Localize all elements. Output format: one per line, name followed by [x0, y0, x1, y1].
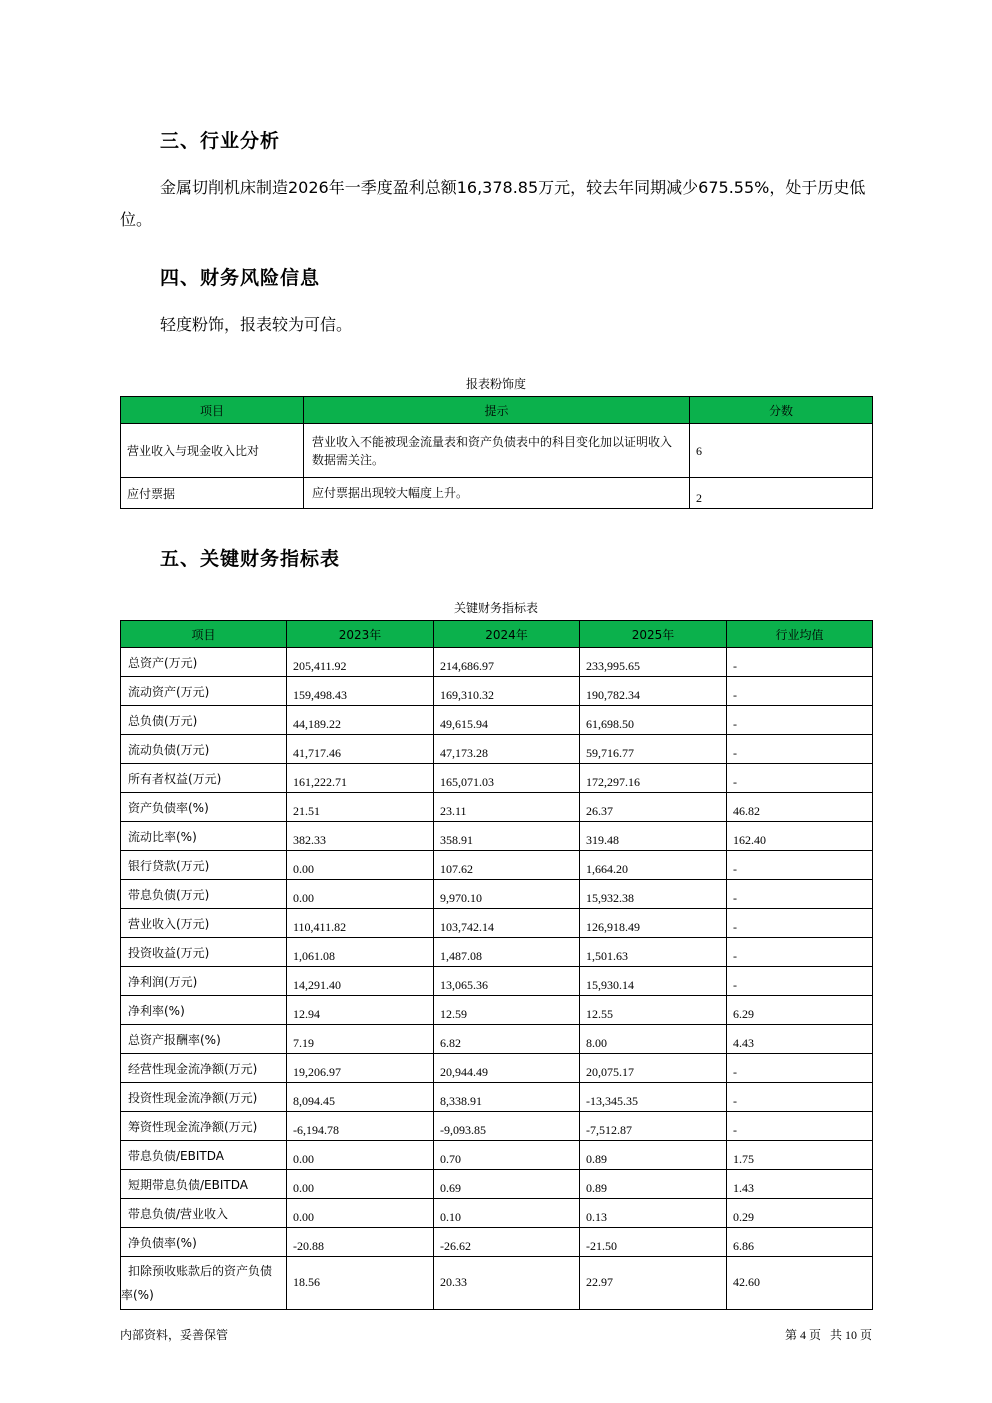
table-row: [121, 677, 873, 706]
table-row: [121, 764, 873, 793]
indicator-value: -: [727, 648, 873, 677]
indicator-label: 总负债(万元): [121, 706, 287, 735]
indicators-table-header: [121, 621, 873, 648]
indicator-value: 4.43: [727, 1025, 873, 1054]
indicator-label: 带息负债/营业收入: [121, 1199, 287, 1228]
indicator-value: -: [727, 735, 873, 764]
table-row: [121, 851, 873, 880]
table2-caption: 关键财务指标表: [453, 601, 538, 615]
section3-body: 金属切削机床制造2026年一季度盈利总额16,378.85万元，较去年同期减少675.55%，处于历史低位。: [120, 178, 866, 229]
indicator-value: 0.00: [287, 880, 434, 909]
indicator-value: 0.89: [580, 1170, 727, 1199]
indicator-value: 6.29: [727, 996, 873, 1025]
table-row: [121, 938, 873, 967]
table-row: [121, 1112, 873, 1141]
section5-heading: 五、关键财务指标表: [160, 548, 341, 570]
indicator-value: 103,742.14: [434, 909, 580, 938]
indicator-value: 1.43: [727, 1170, 873, 1199]
indicator-value: 46.82: [727, 793, 873, 822]
indicator-value: 0.00: [287, 1199, 434, 1228]
risk-item: 应付票据: [121, 478, 304, 509]
indicator-value: 110,411.82: [287, 909, 434, 938]
indicator-value: 22.97: [580, 1257, 727, 1310]
indicator-label: 经营性现金流净额(万元): [121, 1054, 287, 1083]
table-row: [121, 909, 873, 938]
risk-item: 营业收入与现金收入比对: [121, 424, 304, 478]
risk-table-header: [121, 397, 873, 424]
indicator-value: 8,094.45: [287, 1083, 434, 1112]
indicator-value: 14,291.40: [287, 967, 434, 996]
indicator-label: 总资产报酬率(%): [121, 1025, 287, 1054]
indicator-value: 6.86: [727, 1228, 873, 1257]
indicator-value: -: [727, 1083, 873, 1112]
indicator-value: -: [727, 677, 873, 706]
indicator-value: 233,995.65: [580, 648, 727, 677]
indicator-label: 流动负债(万元): [121, 735, 287, 764]
indicator-value: -6,194.78: [287, 1112, 434, 1141]
indicator-value: 61,698.50: [580, 706, 727, 735]
indicator-value: -20.88: [287, 1228, 434, 1257]
indicator-value: 1,501.63: [580, 938, 727, 967]
indicator-value: 41,717.46: [287, 735, 434, 764]
indicator-value: -: [727, 1054, 873, 1083]
indicator-value: 23.11: [434, 793, 580, 822]
indicator-value: 47,173.28: [434, 735, 580, 764]
indicator-value: 15,930.14: [580, 967, 727, 996]
indicators-header-item: 项目: [121, 621, 287, 648]
indicator-value: 0.10: [434, 1199, 580, 1228]
indicator-value: 42.60: [727, 1257, 873, 1310]
indicator-label: 净利率(%): [121, 996, 287, 1025]
indicator-value: 162.40: [727, 822, 873, 851]
indicator-value: 1.75: [727, 1141, 873, 1170]
table-row: [121, 706, 873, 735]
risk-hint: 应付票据出现较大幅度上升。: [304, 478, 690, 509]
indicator-value: 1,061.08: [287, 938, 434, 967]
indicator-value: 6.82: [434, 1025, 580, 1054]
indicator-label: 所有者权益(万元): [121, 764, 287, 793]
table1-caption: 报表粉饰度: [465, 377, 526, 391]
indicator-value: 8,338.91: [434, 1083, 580, 1112]
indicator-value: 19,206.97: [287, 1054, 434, 1083]
indicator-value: 12.59: [434, 996, 580, 1025]
indicator-value: -: [727, 909, 873, 938]
table-row: [121, 967, 873, 996]
table-row: [121, 1025, 873, 1054]
table-row: [121, 1170, 873, 1199]
indicator-value: 8.00: [580, 1025, 727, 1054]
indicator-label: 带息负债(万元): [121, 880, 287, 909]
indicator-value: 165,071.03: [434, 764, 580, 793]
table-row: [121, 822, 873, 851]
footer-page-number: 第 4 页 共 10 页: [784, 1328, 872, 1342]
section4-heading: 四、财务风险信息: [160, 267, 321, 289]
table-row: [121, 1141, 873, 1170]
indicator-label: 流动资产(万元): [121, 677, 287, 706]
indicator-value: 0.00: [287, 851, 434, 880]
indicator-value: 9,970.10: [434, 880, 580, 909]
indicator-value: 20,944.49: [434, 1054, 580, 1083]
indicator-value: 0.00: [287, 1141, 434, 1170]
risk-hint: 营业收入不能被现金流量表和资产负债表中的科目变化加以证明收入数据需关注。: [304, 424, 690, 478]
indicator-value: -: [727, 851, 873, 880]
indicator-value: -21.50: [580, 1228, 727, 1257]
indicator-value: 0.70: [434, 1141, 580, 1170]
indicator-value: 107.62: [434, 851, 580, 880]
section3-heading: 三、行业分析: [160, 130, 281, 152]
indicator-value: 0.13: [580, 1199, 727, 1228]
table-row: [121, 1199, 873, 1228]
indicator-label: 营业收入(万元): [121, 909, 287, 938]
indicator-value: 1,487.08: [434, 938, 580, 967]
indicator-value: 13,065.36: [434, 967, 580, 996]
indicator-label: 资产负债率(%): [121, 793, 287, 822]
indicator-value: 12.94: [287, 996, 434, 1025]
indicator-value: 44,189.22: [287, 706, 434, 735]
indicators-header-2023: 2023年: [287, 621, 434, 648]
financial-indicators-table: [120, 620, 873, 1310]
indicators-header-2024: 2024年: [434, 621, 580, 648]
indicator-label: 扣除预收账款后的资产负债率(%): [121, 1257, 287, 1310]
indicator-value: 159,498.43: [287, 677, 434, 706]
indicator-label: 总资产(万元): [121, 648, 287, 677]
indicator-value: 0.00: [287, 1170, 434, 1199]
indicator-value: 169,310.32: [434, 677, 580, 706]
indicator-label: 投资性现金流净额(万元): [121, 1083, 287, 1112]
indicator-value: 1,664.20: [580, 851, 727, 880]
indicator-label: 净利润(万元): [121, 967, 287, 996]
indicator-value: 214,686.97: [434, 648, 580, 677]
indicator-value: 12.55: [580, 996, 727, 1025]
indicator-label: 银行贷款(万元): [121, 851, 287, 880]
indicators-header-industry-avg: 行业均值: [727, 621, 873, 648]
indicator-value: -13,345.35: [580, 1083, 727, 1112]
indicator-value: 18.56: [287, 1257, 434, 1310]
indicator-value: -7,512.87: [580, 1112, 727, 1141]
indicator-value: -: [727, 1112, 873, 1141]
indicator-value: 190,782.34: [580, 677, 727, 706]
risk-header-item: 项目: [121, 397, 304, 424]
table-row: [121, 1228, 873, 1257]
risk-score: 6: [690, 424, 873, 478]
section4-body: 轻度粉饰，报表较为可信。: [160, 315, 353, 334]
indicator-value: 21.51: [287, 793, 434, 822]
table-row: [121, 1083, 873, 1112]
table-row: [121, 996, 873, 1025]
table-row: [121, 880, 873, 909]
indicator-value: -: [727, 706, 873, 735]
indicator-label: 带息负债/EBITDA: [121, 1141, 287, 1170]
indicator-value: 15,932.38: [580, 880, 727, 909]
indicator-label: 净负债率(%): [121, 1228, 287, 1257]
indicator-value: 49,615.94: [434, 706, 580, 735]
indicator-value: -: [727, 967, 873, 996]
indicator-value: -26.62: [434, 1228, 580, 1257]
indicator-value: -: [727, 880, 873, 909]
risk-header-score: 分数: [690, 397, 873, 424]
indicator-value: -: [727, 764, 873, 793]
table-row: [121, 735, 873, 764]
table-row: [121, 478, 873, 509]
indicators-header-2025: 2025年: [580, 621, 727, 648]
risk-score: 2: [690, 478, 873, 509]
indicator-value: 205,411.92: [287, 648, 434, 677]
risk-table: [120, 396, 873, 509]
indicator-value: 172,297.16: [580, 764, 727, 793]
table-row: [121, 1257, 873, 1310]
indicator-value: 126,918.49: [580, 909, 727, 938]
indicator-value: 26.37: [580, 793, 727, 822]
footer-left: 内部资料，妥善保管: [120, 1328, 229, 1342]
indicator-value: 0.29: [727, 1199, 873, 1228]
table-row: [121, 793, 873, 822]
indicator-value: 319.48: [580, 822, 727, 851]
risk-header-hint: 提示: [304, 397, 690, 424]
table-row: [121, 648, 873, 677]
table-row: [121, 1054, 873, 1083]
indicator-value: 0.89: [580, 1141, 727, 1170]
indicator-value: 20,075.17: [580, 1054, 727, 1083]
indicator-value: 7.19: [287, 1025, 434, 1054]
indicator-value: 382.33: [287, 822, 434, 851]
indicator-label: 筹资性现金流净额(万元): [121, 1112, 287, 1141]
indicator-value: 20.33: [434, 1257, 580, 1310]
indicator-value: 0.69: [434, 1170, 580, 1199]
indicator-value: -9,093.85: [434, 1112, 580, 1141]
indicator-label: 流动比率(%): [121, 822, 287, 851]
indicator-value: 59,716.77: [580, 735, 727, 764]
indicator-value: 161,222.71: [287, 764, 434, 793]
table-row: [121, 424, 873, 478]
indicator-value: -: [727, 938, 873, 967]
indicator-value: 358.91: [434, 822, 580, 851]
indicator-label: 短期带息负债/EBITDA: [121, 1170, 287, 1199]
indicator-label: 投资收益(万元): [121, 938, 287, 967]
